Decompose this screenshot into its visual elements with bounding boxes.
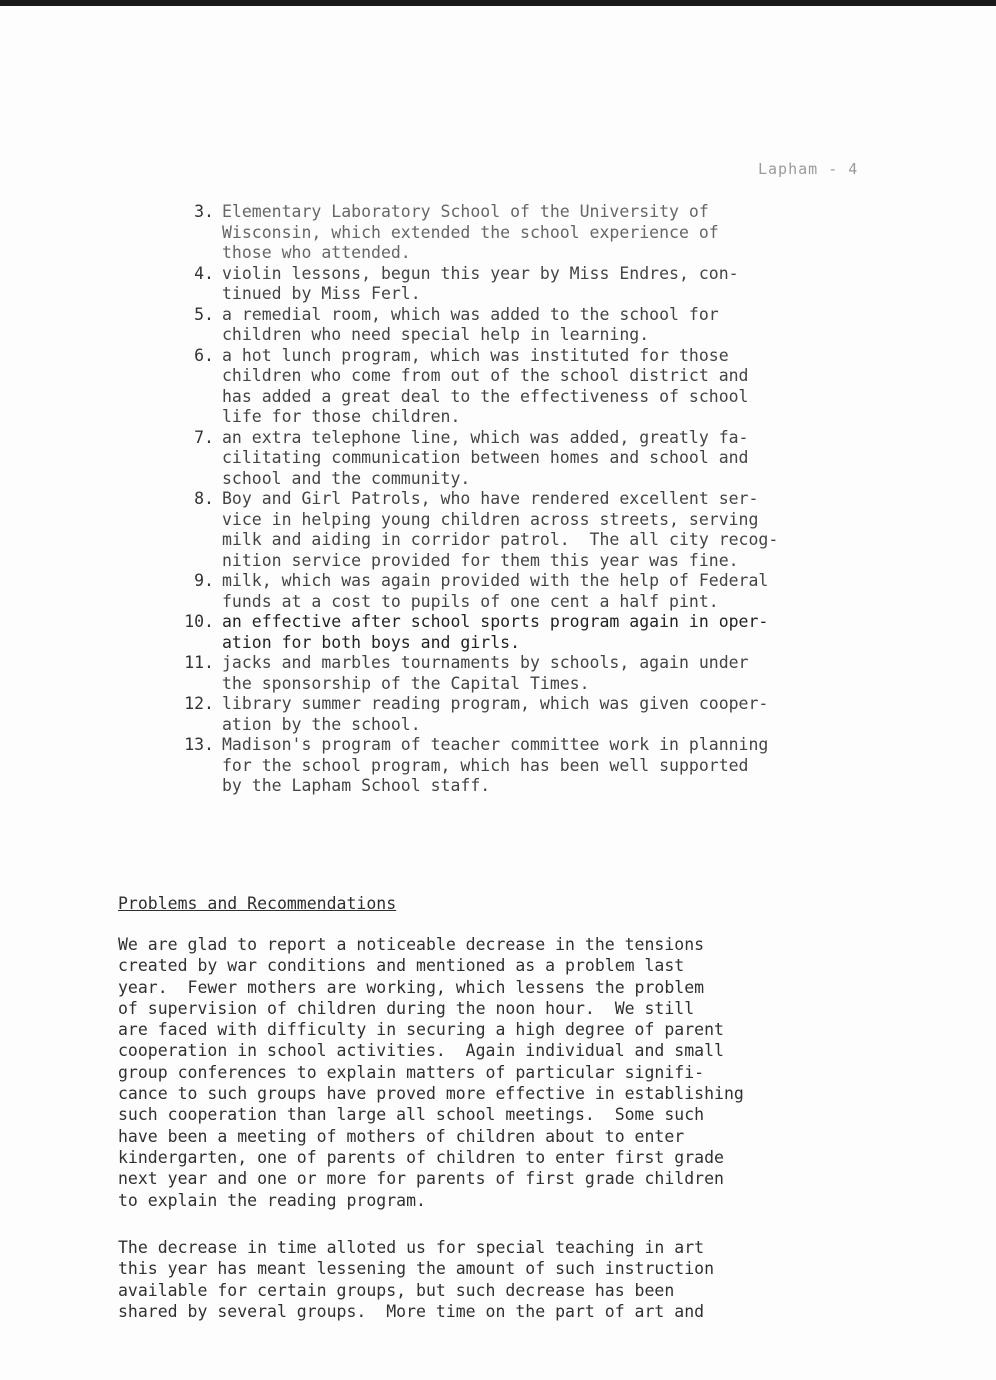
section-heading: Problems and Recommendations (118, 894, 397, 913)
paragraph-tensions: We are glad to report a noticeable decrease in the tensions created by war conditions and mentioned as a problem last year. Fewer mothers are working, which lessens the problem of supervision of children during the noon hour. We still are faced with difficulty in securing a high degree of parent cooperation in school activities. Again individual and small group conferences to explain matters of particular signifi- cance to such groups have proved more effective in establishing such cooperation than large all school meetings. Some such have been a meeting of mothers of children about to enter kindergarten, one of parents of children to enter first grade next year and one or more for parents of first grade children to explain the reading program. (118, 935, 744, 1210)
item-line: a remedial room, which was added to the school for (222, 304, 719, 324)
item-text (222, 612, 922, 653)
item-line: has added a great deal to the effectiveness of school (222, 386, 749, 406)
item-line: milk and aiding in corridor patrol. The all city recog- (222, 530, 779, 549)
list-item (160, 653, 940, 694)
item-number: 7. (194, 427, 214, 447)
item-line: those who attended. (222, 243, 411, 262)
item-line: a hot lunch program, which was instituted for those (222, 345, 729, 365)
accomplishments-list (160, 202, 940, 797)
item-line: the sponsorship of the Capital Times. (222, 673, 590, 693)
item-line: cilitating communication between homes and school and (222, 448, 749, 467)
item-text (222, 735, 922, 797)
item-number: 11. (184, 653, 214, 672)
list-item (160, 735, 940, 797)
item-line: milk, which was again provided with the help of Federal (222, 571, 769, 590)
item-number: 3. (194, 202, 214, 221)
item-text (222, 305, 922, 346)
item-number: 8. (194, 489, 214, 508)
item-line: school and the community. (222, 468, 471, 488)
item-line: for the school program, which has been well supported (222, 755, 749, 775)
item-number: 6. (194, 345, 214, 365)
item-text (222, 202, 922, 264)
list-item (160, 346, 940, 428)
list-item (160, 612, 940, 653)
item-line: Madison's program of teacher committee work in planning (222, 735, 769, 754)
item-line: Wisconsin, which extended the school experience of (222, 222, 719, 242)
paragraph-art-teaching: The decrease in time alloted us for special teaching in art this year has meant lessening the amount of such instruction available for certain groups, but such decrease has been shared by several groups. More time on the part of art and (118, 1238, 715, 1321)
item-line: jacks and marbles tournaments by schools, again under (222, 653, 749, 672)
item-line: nition service provided for them this year was fine. (222, 550, 739, 570)
item-line: children who come from out of the school district and (222, 366, 749, 385)
item-text (222, 653, 922, 694)
item-text (222, 489, 922, 571)
item-line: children who need special help in learning. (222, 325, 650, 344)
scan-top-edge (0, 0, 996, 6)
item-line: violin lessons, begun this year by Miss Endres, con- (222, 263, 739, 283)
item-line: ation by the school. (222, 714, 421, 734)
item-text (222, 346, 922, 428)
list-item (160, 428, 940, 490)
item-text (222, 264, 922, 305)
list-item (160, 694, 940, 735)
item-number: 5. (194, 304, 214, 324)
list-item (160, 571, 940, 612)
item-line: ation for both boys and girls. (222, 632, 521, 652)
item-number: 10. (184, 612, 214, 631)
item-line: by the Lapham School staff. (222, 776, 491, 795)
item-line: an extra telephone line, which was added, greatly fa- (222, 427, 749, 447)
item-text (222, 571, 922, 612)
page-label: Lapham - 4 (758, 160, 859, 178)
item-line: funds at a cost to pupils of one cent a half pint. (222, 591, 719, 611)
item-line: vice in helping young children across streets, serving (222, 509, 759, 529)
item-line: Boy and Girl Patrols, who have rendered excellent ser- (222, 489, 759, 508)
list-item (160, 202, 940, 264)
item-number: 12. (184, 694, 214, 713)
item-line: tinued by Miss Ferl. (222, 284, 421, 303)
item-text (222, 694, 922, 735)
item-number: 4. (194, 263, 214, 283)
item-text (222, 428, 922, 490)
list-item (160, 489, 940, 571)
item-number: 13. (184, 735, 214, 754)
list-item (160, 305, 940, 346)
item-line: Elementary Laboratory School of the University of (222, 202, 709, 221)
item-line: library summer reading program, which was given cooper- (222, 694, 769, 713)
item-line: an effective after school sports program again in oper- (222, 612, 769, 631)
list-item (160, 264, 940, 305)
item-number: 9. (194, 571, 214, 590)
item-line: life for those children. (222, 407, 461, 426)
